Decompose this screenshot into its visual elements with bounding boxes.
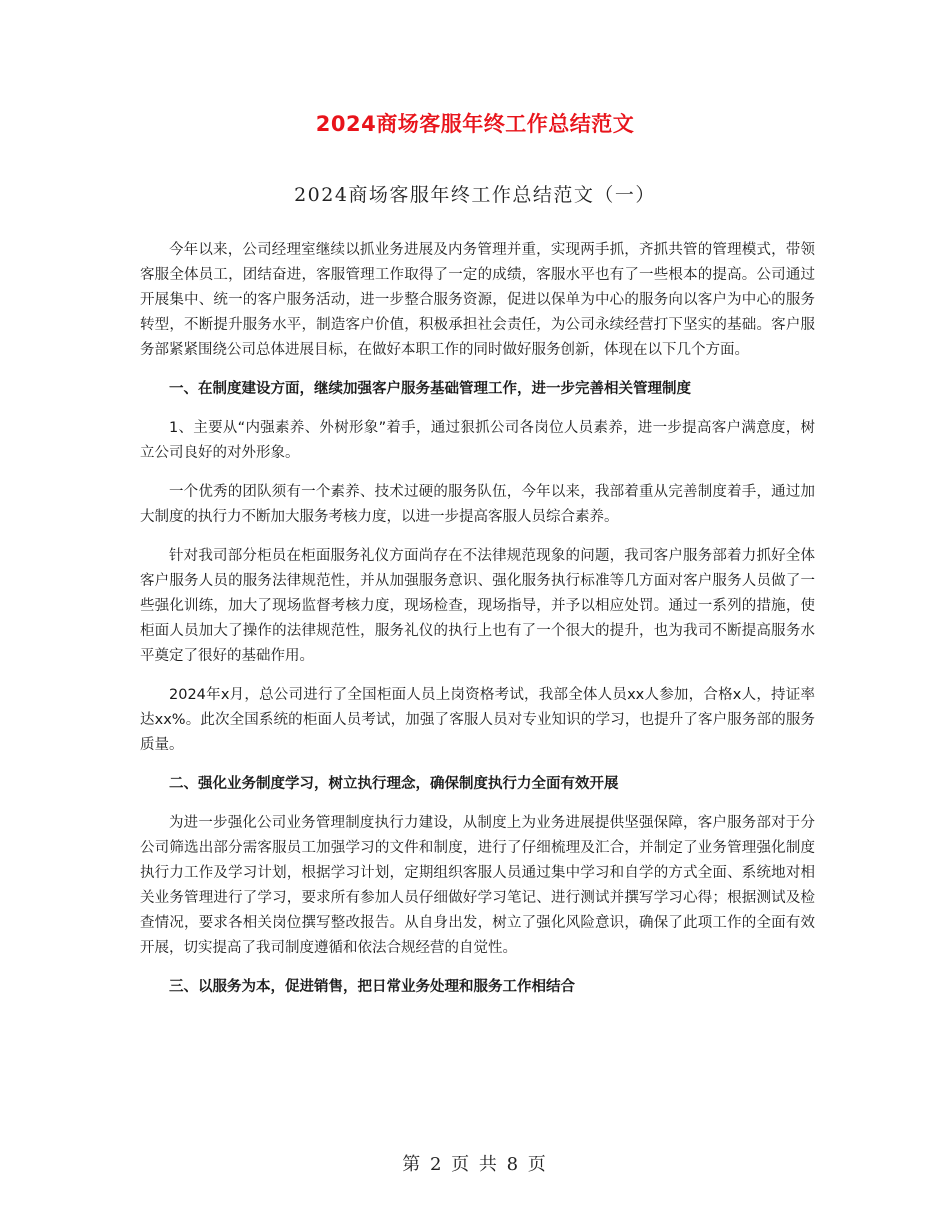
document-body — [140, 238, 815, 1014]
paragraph-study: 为进一步强化公司业务管理制度执行力建设，从制度上为业务进展提供坚强保障，客户服务部对于分公司筛选出部分需客服员工加强学习的文件和制度，进行了仔细梳理及汇合，并制定了业务管理强化制度执行力工作及学习计划，根据学习计划，定期组织客服人员通过集中学习和自学的方式全面、系统地对相关业务管理进行了学习，要求所有参加人员仔细做好学习笔记、进行测试并撰写学习心得；根据测试及检查情况，要求各相关岗位撰写整改报告。从自身出发，树立了强化风险意识，确保了此项工作的全面有效开展，切实提高了我司制度遵循和依法合规经营的自觉性。 — [140, 815, 815, 956]
document-title: 2024商场客服年终工作总结范文 — [315, 112, 635, 136]
paragraph-exam: 2024年x月，总公司进行了全国柜面人员上岗资格考试，我部全体人员xx人参加，合格x人，持证率达xx%。此次全国系统的柜面人员考试，加强了客服人员对专业知识的学习，也提升了客户服务部的服务质量。 — [140, 687, 815, 753]
paragraph-1-1: 1、主要从“内强素养、外树形象”着手，通过狠抓公司各岗位人员素养，进一步提高客户满意度，树立公司良好的对外形象。 — [140, 420, 815, 461]
paragraph-team: 一个优秀的团队须有一个素养、技术过硬的服务队伍，今年以来，我部着重从完善制度着手，通过加大制度的执行力不断加大服务考核力度，以进一步提高客服人员综合素养。 — [140, 484, 815, 525]
page-number-footer: 第 2 页 共 8 页 — [402, 1154, 548, 1175]
paragraph-counter-service: 针对我司部分柜员在柜面服务礼仪方面尚存在不法律规范现象的问题，我司客户服务部着力抓好全体客户服务人员的服务法律规范性，并从加强服务意识、强化服务执行标准等几方面对客户服务人员做了一些强化训练，加大了现场监督考核力度，现场检查，现场指导，并予以相应处罚。通过一系列的措施，使柜面人员加大了操作的法律规范性，服务礼仪的执行上也有了一个很大的提升，也为我司不断提高服务水平奠定了很好的基础作用。 — [140, 548, 815, 664]
section-heading-2: 二、强化业务制度学习，树立执行理念，确保制度执行力全面有效开展 — [169, 776, 619, 792]
section-heading-3: 三、以服务为本，促进销售，把日常业务处理和服务工作相结合 — [169, 979, 575, 995]
document-subtitle: 2024商场客服年终工作总结范文（一） — [294, 184, 656, 206]
section-heading-1: 一、在制度建设方面，继续加强客户服务基础管理工作，进一步完善相关管理制度 — [169, 381, 691, 397]
paragraph-intro: 今年以来，公司经理室继续以抓业务进展及内务管理并重，实现两手抓，齐抓共管的管理模式，带领客服全体员工，团结奋进，客服管理工作取得了一定的成绩，客服水平也有了一些根本的提高。公司通过开展集中、统一的客户服务活动，进一步整合服务资源，促进以保单为中心的服务向以客户为中心的服务转型，不断提升服务水平，制造客户价值，积极承担社会责任，为公司永续经营打下坚实的基础。客户服务部紧紧围绕公司总体进展目标，在做好本职工作的同时做好服务创新，体现在以下几个方面。 — [140, 242, 815, 358]
